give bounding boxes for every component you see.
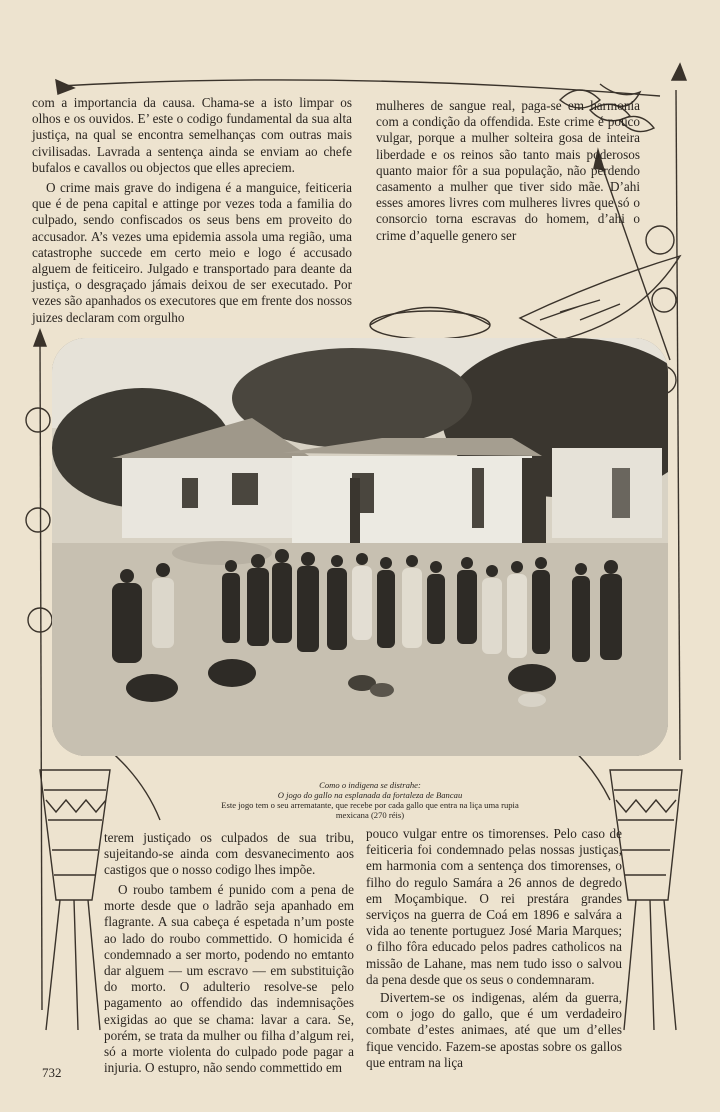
paragraph-top-left: com a importancia da causa. Chama-se a isto limpar os olhos e os ouvidos. E’ este o codigo fundamental da sua alta justiça, na qual se encontra semelhanças com outras mais civilisadas. Lavrada a sentença ainda se enviam ao chefe bufalos e cavallos ou objectos que elles apreciem. — [32, 95, 352, 175]
paragraph-top-right: mulheres de sangue real, paga-se em harmonia com a condição da offendida. Este crime é pouco vulgar, porque a mulher solteira gosa de inteira liberdade e os reinos são tanto mais poderosos quanto maior fôr a sua população, não perdendo casamento a mulher que tiver sido mãe. D’ahi esses amores livres com mulheres livres que só o consorcio torna escravas do homem, d’ahi o crime d’aquelle genero ser — [376, 98, 640, 243]
paragraph-top-left-2: O crime mais grave do indigena é a manguice, feiticeria que é de pena capital e attinge por vezes toda a familia do culpado, sendo confiscados os seus bens em proveito do accusador. A’s vezes uma epidemia assola uma região, uma catastrophe succede em certo meio e logo é accusado alguem de feiticeiro. Julgado e transportado para deante da justiça, o desgraçado jámais deixou de ser executado. Por vezes são apanhados os executores que em frente dos nossos juizes declaram com orgulho — [32, 180, 352, 325]
caption-title: Como o indigena se distrahe: — [319, 780, 421, 790]
caption-description: Este jogo tem o seu arrematante, que recebe por cada gallo que entra na liça uma rupia — [221, 800, 519, 810]
caption-subtitle: O jogo do gallo na esplanada da fortaleza de Bancau — [277, 790, 463, 800]
paragraph-bottom-left-2: O roubo tambem é punido com a pena de morte desde que o ladrão seja apanhado em flagrante. A sua cabeça é espetada n’um poste ao lado do roubo commettido. O homicida é condemnado a ser morto, podendo no emtanto dar alguem — um escravo — em substituição do morto. O adulterio resolve-se pelo pagamento ao offendido das indemnisações exigidas ao que se chama: lavar a cara. Se, porém, se trata da mulher ou filha d’algum rei, só a morte violenta do culpado pode pagar a injuria. O estupro, não sendo commettido em — [104, 882, 354, 1076]
page-number: 732 — [42, 1065, 62, 1080]
caption-description-2: mexicana (270 réis) — [335, 810, 405, 820]
paragraph-bottom-left: terem justiçado os culpados de sua tribu, sujeitando-se ainda com desvanecimento aos castigos que o nosso codigo lhes impõe. — [104, 830, 354, 878]
photograph-cockfight — [52, 338, 668, 756]
paragraph-bottom-right: pouco vulgar entre os timorenses. Pelo caso de feiticeria foi condemnado pelas nossas justiças, em harmonia com a sentença dos timorenses, o filho do regulo Samára a 26 annos de degredo em Moçambique. O rei prestára grandes serviços na guerra de Coá em 1896 e salvára a vida ao tenente portuguez José Maria Marques; o filho fôra educado pelos padres catholicos na missão de Lahane, mas nem tudo isso o salvou da pena desde que os seus o condemnaram. — [366, 826, 622, 987]
paragraph-bottom-right-2: Divertem-se os indigenas, além da guerra, com o jogo do gallo, que é um verdadeiro combate d’estes animaes, até que um d’elles fique vencido. Fazem-se apostas sobre os gallos que entram na liça — [366, 990, 622, 1070]
